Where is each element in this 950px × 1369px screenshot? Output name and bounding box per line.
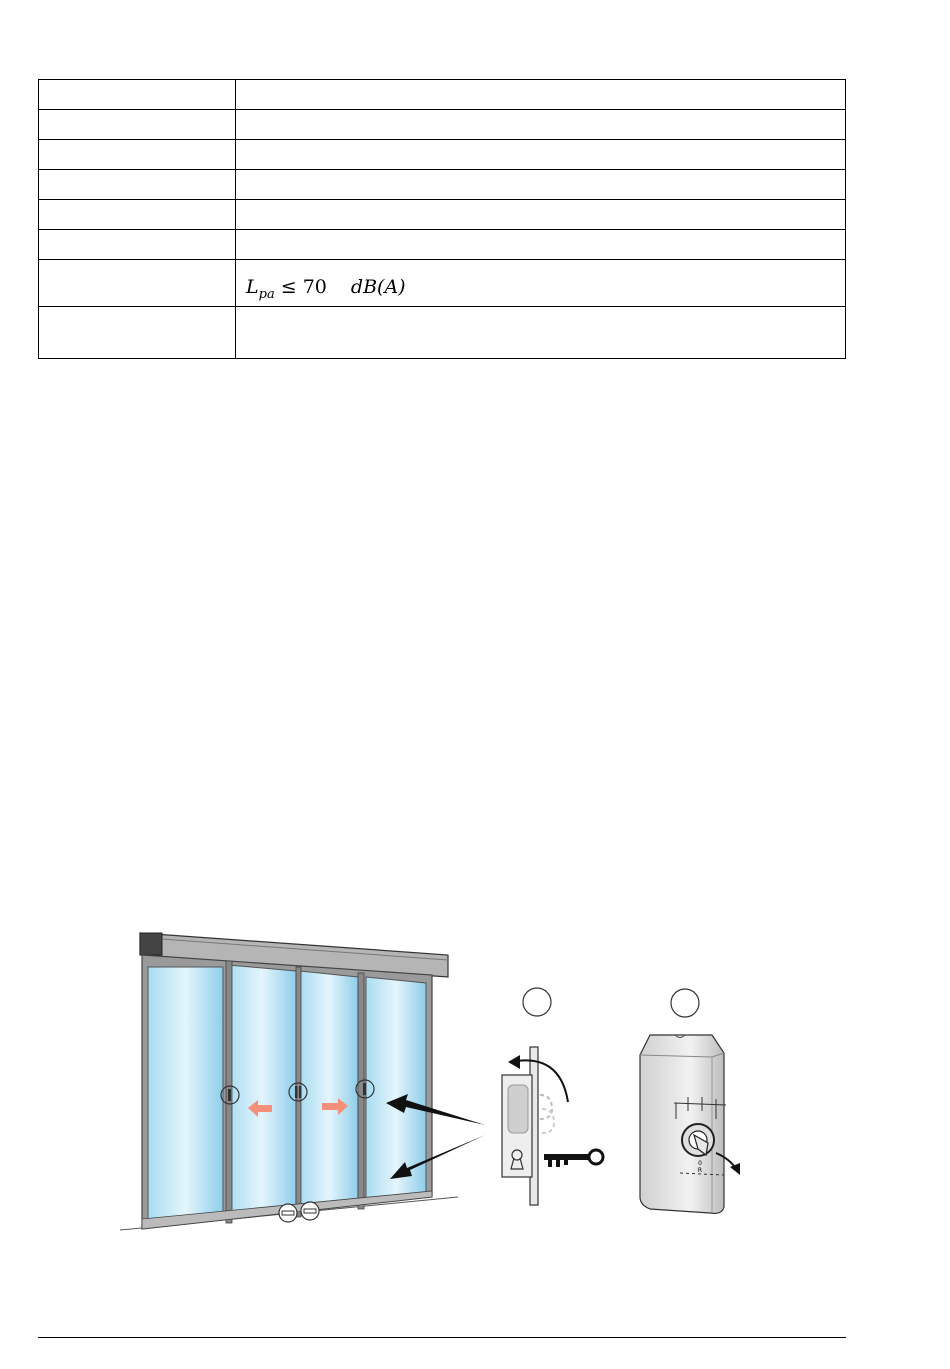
row-value: [236, 140, 846, 170]
row-value: [236, 307, 846, 359]
row-label: [39, 110, 236, 140]
door-illustration: [110, 925, 790, 1245]
row-label: [39, 200, 236, 230]
table-row: [39, 200, 846, 230]
sound-pressure-formula: [246, 276, 406, 302]
table-row: [39, 260, 846, 307]
formula-relation: ≤: [280, 276, 297, 299]
formula-symbol: L: [246, 276, 259, 299]
formula-subscript: pa: [258, 286, 275, 302]
footer-rule: [38, 1337, 846, 1338]
row-label: [39, 260, 236, 307]
row-label: [39, 307, 236, 359]
sliding-door: [120, 933, 458, 1230]
key-icon: [544, 1150, 603, 1167]
table-row: [39, 170, 846, 200]
table-row: [39, 80, 846, 110]
selector-position-label: 0: [698, 1160, 702, 1167]
table-row: [39, 230, 846, 260]
callout-circle: [523, 988, 551, 1016]
row-label: [39, 80, 236, 110]
formula-unit: dB(A): [350, 276, 406, 299]
table-row: [39, 307, 846, 359]
row-label: [39, 140, 236, 170]
row-value: [236, 230, 846, 260]
row-value: [236, 110, 846, 140]
row-value: [236, 260, 846, 307]
formula-number: 70: [302, 276, 327, 299]
row-label: [39, 170, 236, 200]
row-label: [39, 230, 236, 260]
specification-table: [38, 79, 846, 359]
lock-icon: [502, 1047, 568, 1205]
key-switch-icon: [640, 1035, 740, 1213]
callout-circle: [671, 989, 699, 1017]
row-value: [236, 170, 846, 200]
row-value: [236, 80, 846, 110]
table-row: [39, 110, 846, 140]
row-value: [236, 200, 846, 230]
selector-position-label: R: [697, 1167, 703, 1174]
table-row: [39, 140, 846, 170]
